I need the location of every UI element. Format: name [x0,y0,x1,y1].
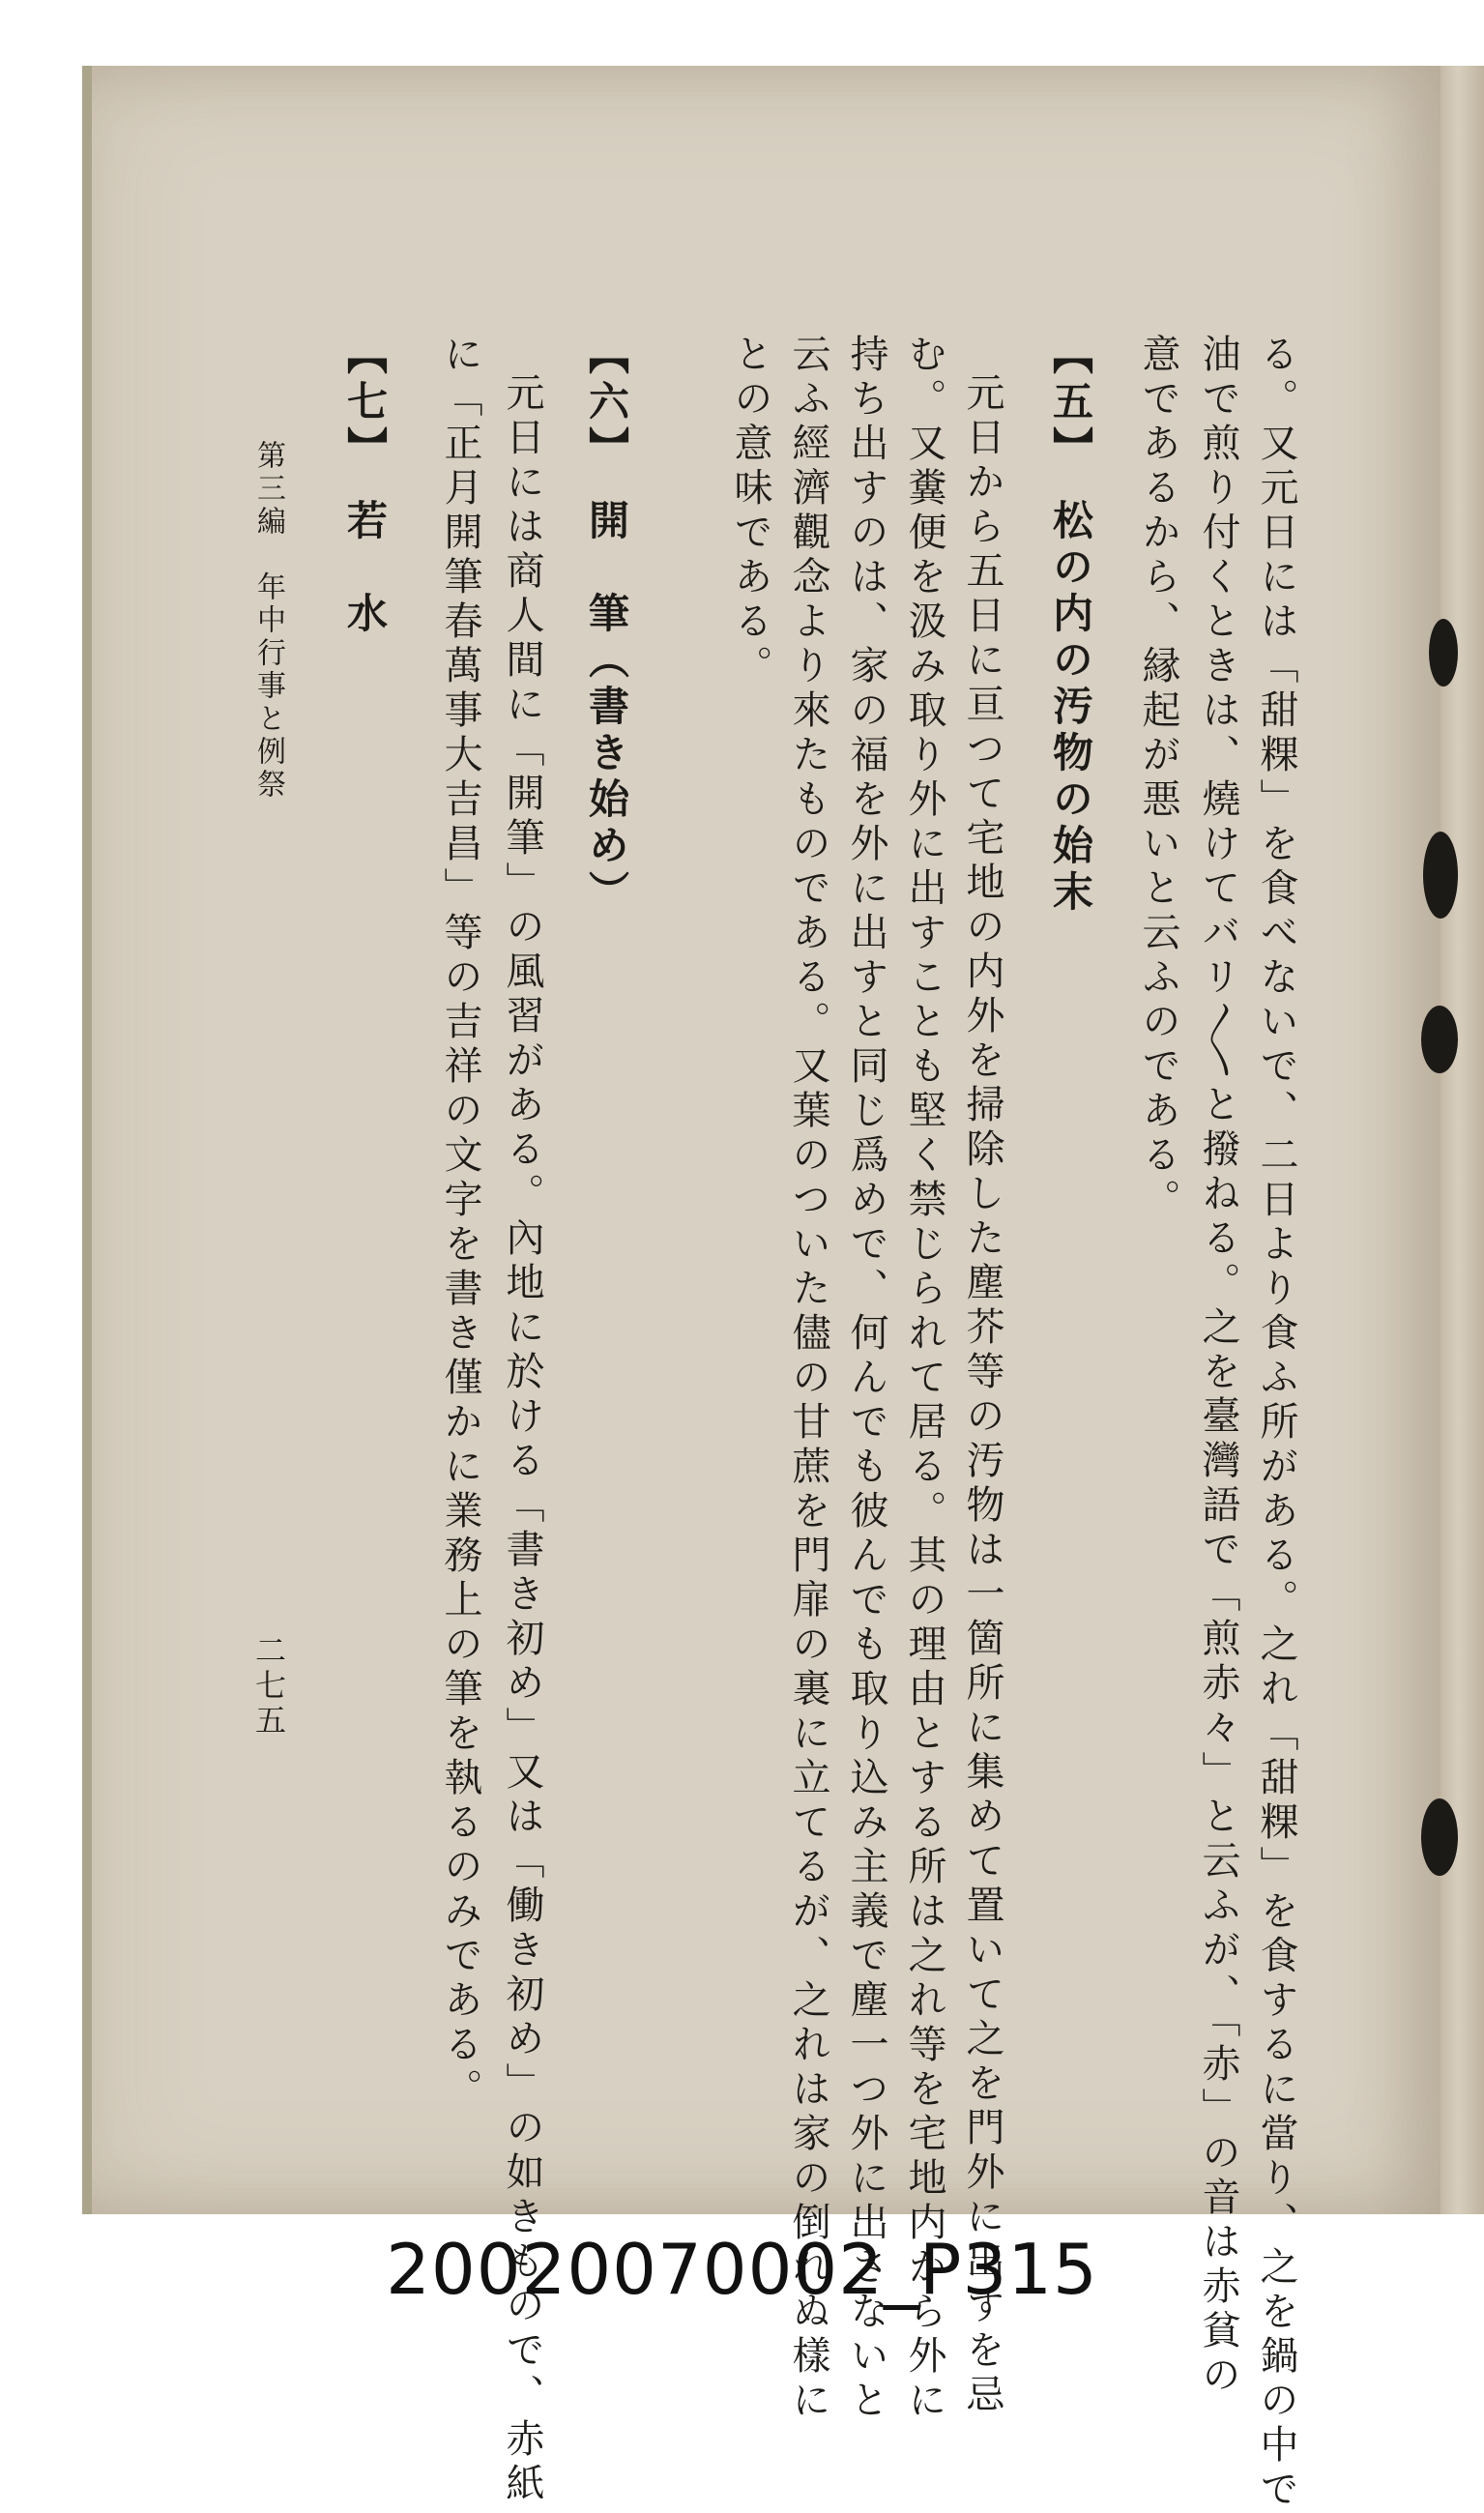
text-column: 持ち出すのは、家の福を外に出すと同じ爲めで、何んでも彼んでも取り込み主義で塵一つ外に出さないと [844,334,888,2424]
ink-blot [1429,619,1458,687]
text-column: 元日から五日に亘つて宅地の内外を掃除した塵芥等の汚物は一箇所に集めて置いて之を門外に出すを忌 [960,372,1004,2418]
text-column: む。又糞便を汲み取り外に出すことも堅く禁じられて居る。其の理由とする所は之れ等を宅地内から外に [902,334,946,2424]
image-caption: 20020070002_P315 [386,2229,1098,2310]
section-heading-6: 【六】 開 筆（書き始め） [583,334,630,917]
page-number: 二七五 [250,1634,287,1739]
text-column: 云ふ經濟觀念より來たものである。又葉のついた儘の甘蔗を門扉の裏に立てるが、之れは家の倒れぬ樣に [786,334,830,2424]
ink-blot [1421,1006,1458,1073]
text-column: 意であるから、縁起が悪いと云ふのである。 [1136,334,1180,1223]
text-column: に「正月開筆春萬事大吉昌」等の吉祥の文字を書き僅かに業務上の筆を執るのみである。 [438,334,482,2113]
text-column: 油で煎り付くときは、燒けてバリ〳〵と撥ねる。之を臺灣語で「煎赤々」と云ふが、「赤」の音は赤貧の [1196,334,1240,2399]
ink-blot [1421,1798,1458,1876]
text-column: との意味である。 [728,334,772,689]
ink-blot [1423,832,1458,919]
running-header: 第三編 年中行事と例祭 [251,440,285,802]
book-spine [1440,66,1484,2214]
section-heading-7: 【七】 若 水 [341,334,389,638]
text-column: 元日には商人間に「開筆」の風習がある。內地に於ける「書き初め」又は「働き初め」の如きもので、赤紙 [500,372,544,2507]
text-column: る。又元日には「甜粿」を食べないで、二日より食ふ所がある。之れ「甜粿」を食するに當り、之を鍋の中で [1254,334,1298,2513]
section-heading-5: 【五】 松の内の汚物の始末 [1047,334,1094,917]
